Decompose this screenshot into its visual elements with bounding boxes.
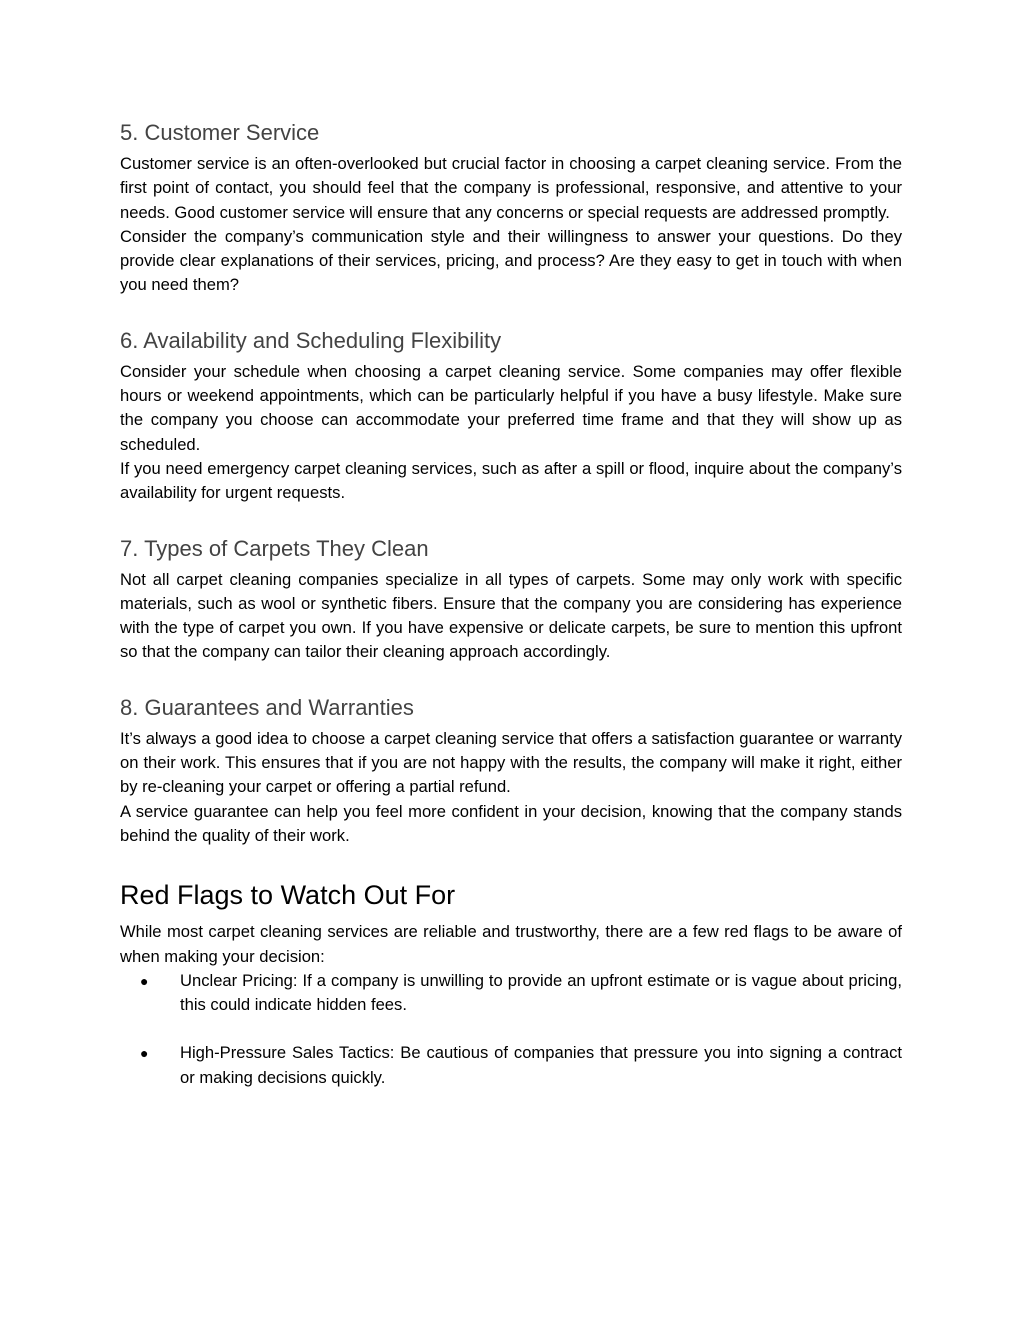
bullet-icon: ● [140, 972, 149, 989]
paragraph: If you need emergency carpet cleaning services, such as after a spill or flood, inquire about the company’s availability for urgent requests. [120, 458, 902, 503]
list-item-text: Unclear Pricing: If a company is unwilling to provide an upfront estimate or is vague about pricing, this could indicate hidden fees. [180, 970, 902, 1015]
section-heading: 7. Types of Carpets They Clean [120, 535, 429, 561]
section-heading: 6. Availability and Scheduling Flexibility [120, 327, 502, 353]
section-red-flags [120, 878, 902, 1090]
list-item-text: High-Pressure Sales Tactics: Be cautious of companies that pressure you into signing a contract or making decisions quickly. [180, 1043, 902, 1087]
section-carpet-types [120, 534, 902, 665]
paragraph: Not all carpet cleaning companies specialize in all types of carpets. Some may only work with specific materials, such as wool or synthetic fibers. Ensure that the company you are considering has experience with the type of carpet you own. If you have expensive or delicate carpets, be sure to mention this upfront so that the company can tailor their cleaning approach accordingly. [120, 569, 902, 662]
paragraph: A service guarantee can help you feel more confident in your decision, knowing that the company stands behind the quality of their work. [120, 801, 902, 845]
list-item [120, 969, 902, 1018]
section-customer-service [120, 118, 902, 298]
red-flags-list [120, 969, 902, 1090]
paragraph: Customer service is an often-overlooked but crucial factor in choosing a carpet cleaning service. From the first point of contact, you should feel that the company is professional, responsive, and attentive to your needs. Good customer service will ensure that any concerns or special requests are addressed promptly. [120, 154, 902, 222]
bullet-icon: ● [140, 1045, 149, 1062]
section-availability [120, 326, 902, 506]
section-heading: 8. Guarantees and Warranties [120, 694, 414, 720]
list-item [120, 1041, 902, 1090]
red-flags-intro: While most carpet cleaning services are reliable and trustworthy, there are a few red flags to be aware of when making your decision: [120, 922, 902, 966]
red-flags-heading: Red Flags to Watch Out For [120, 880, 456, 911]
section-guarantees [120, 693, 902, 848]
paragraph: Consider the company’s communication style and their willingness to answer your questions. Do they provide clear explanations of their services, pricing, and process? Are they easy to get in touch with when you need them? [120, 226, 902, 295]
paragraph: It’s always a good idea to choose a carpet cleaning service that offers a satisfaction guarantee or warranty on their work. This ensures that if you are not happy with the results, the company will make it right, either by re-cleaning your carpet or offering a partial refund. [120, 728, 902, 797]
paragraph: Consider your schedule when choosing a carpet cleaning service. Some companies may offer flexible hours or weekend appointments, which can be particularly helpful if you have a busy lifestyle. Make sure the company you choose can accommodate your preferred time frame and that they will show up as scheduled. [120, 361, 902, 454]
document-page [120, 118, 902, 1118]
section-heading: 5. Customer Service [120, 120, 320, 145]
